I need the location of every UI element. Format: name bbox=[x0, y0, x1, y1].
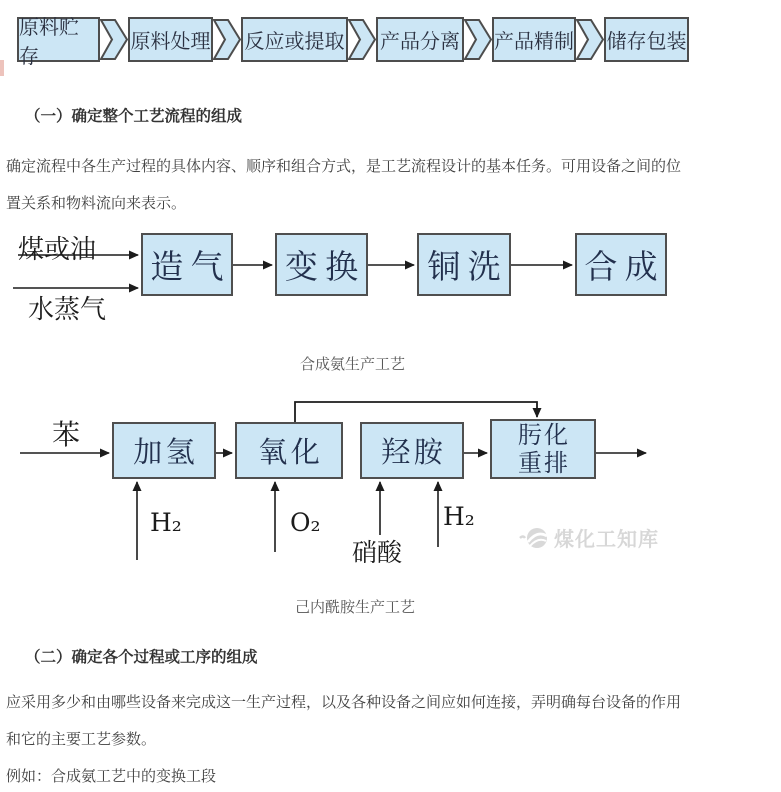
left-edge-artifact bbox=[0, 60, 4, 76]
box-label-line1: 肟化 bbox=[518, 421, 570, 449]
input-label-steam: 水蒸气 bbox=[28, 295, 107, 325]
paragraph-line: 确定流程中各生产过程的具体内容、顺序和组合方式，是工艺流程设计的基本任务。可用设备之间的位 bbox=[6, 158, 682, 175]
box-shift-conversion: 变换 bbox=[275, 233, 368, 296]
flow-arrow-icon bbox=[100, 17, 128, 62]
box-synthesis: 合成 bbox=[575, 233, 667, 296]
box-label-line2: 重排 bbox=[518, 449, 570, 477]
caprolactam-flow-diagram bbox=[0, 395, 781, 575]
paragraph-line: 应采用多少和由哪些设备来完成这一生产过程，以及各种设备之间应如何连接，弄明确每台设备的作用 bbox=[6, 694, 682, 711]
example-line: 例如：合成氨工艺中的变换工段 bbox=[6, 768, 217, 785]
flow-arrow-icon bbox=[576, 17, 604, 62]
paragraph-line: 置关系和物料流向来表示。 bbox=[6, 195, 187, 212]
box-gasification: 造气 bbox=[141, 233, 233, 296]
section1-heading: （一）确定整个工艺流程的组成 bbox=[25, 108, 243, 125]
flow-step-storage-packaging: 储存包装 bbox=[604, 17, 689, 62]
box-copper-wash: 铜洗 bbox=[417, 233, 511, 296]
caprolactam-diagram-caption: 己内酰胺生产工艺 bbox=[295, 599, 416, 616]
input-label-benzene: 苯 bbox=[52, 418, 81, 451]
flow-step-reaction-extraction: 反应或提取 bbox=[241, 17, 348, 62]
flow-arrow-icon bbox=[348, 17, 376, 62]
watermark bbox=[518, 523, 659, 552]
flow-step-product-refining: 产品精制 bbox=[492, 17, 576, 62]
flow-step-raw-processing: 原料处理 bbox=[128, 17, 213, 62]
input-label-coal-or-oil: 煤或油 bbox=[18, 235, 97, 265]
flow-step-product-separation: 产品分离 bbox=[376, 17, 464, 62]
section2-paragraph bbox=[6, 684, 754, 758]
ammonia-diagram-caption: 合成氨生产工艺 bbox=[300, 356, 406, 373]
box-hydroxylamine: 羟胺 bbox=[360, 422, 464, 479]
flow-step-raw-storage: 原料贮存 bbox=[17, 17, 100, 62]
process-flow-top bbox=[17, 14, 689, 68]
box-hydrogenation: 加氢 bbox=[112, 422, 216, 479]
box-oxidation: 氧化 bbox=[235, 422, 343, 479]
input-label-nitric-acid: 硝酸 bbox=[352, 538, 403, 567]
watermark-text: 煤化工知库 bbox=[554, 529, 659, 551]
section2-heading: （二）确定各个过程或工序的组成 bbox=[25, 649, 258, 666]
input-label-h2-left: H₂ bbox=[150, 508, 182, 537]
watermark-logo-icon bbox=[518, 524, 550, 552]
paragraph-line: 和它的主要工艺参数。 bbox=[6, 731, 157, 748]
box-oximation-rearrangement bbox=[490, 419, 596, 479]
flow-arrow-icon bbox=[213, 17, 241, 62]
input-label-o2: O₂ bbox=[290, 508, 321, 537]
input-label-h2-right: H₂ bbox=[443, 502, 475, 531]
flow-arrow-icon bbox=[464, 17, 492, 62]
section1-paragraph bbox=[6, 148, 754, 222]
ammonia-flow-diagram bbox=[0, 225, 781, 335]
